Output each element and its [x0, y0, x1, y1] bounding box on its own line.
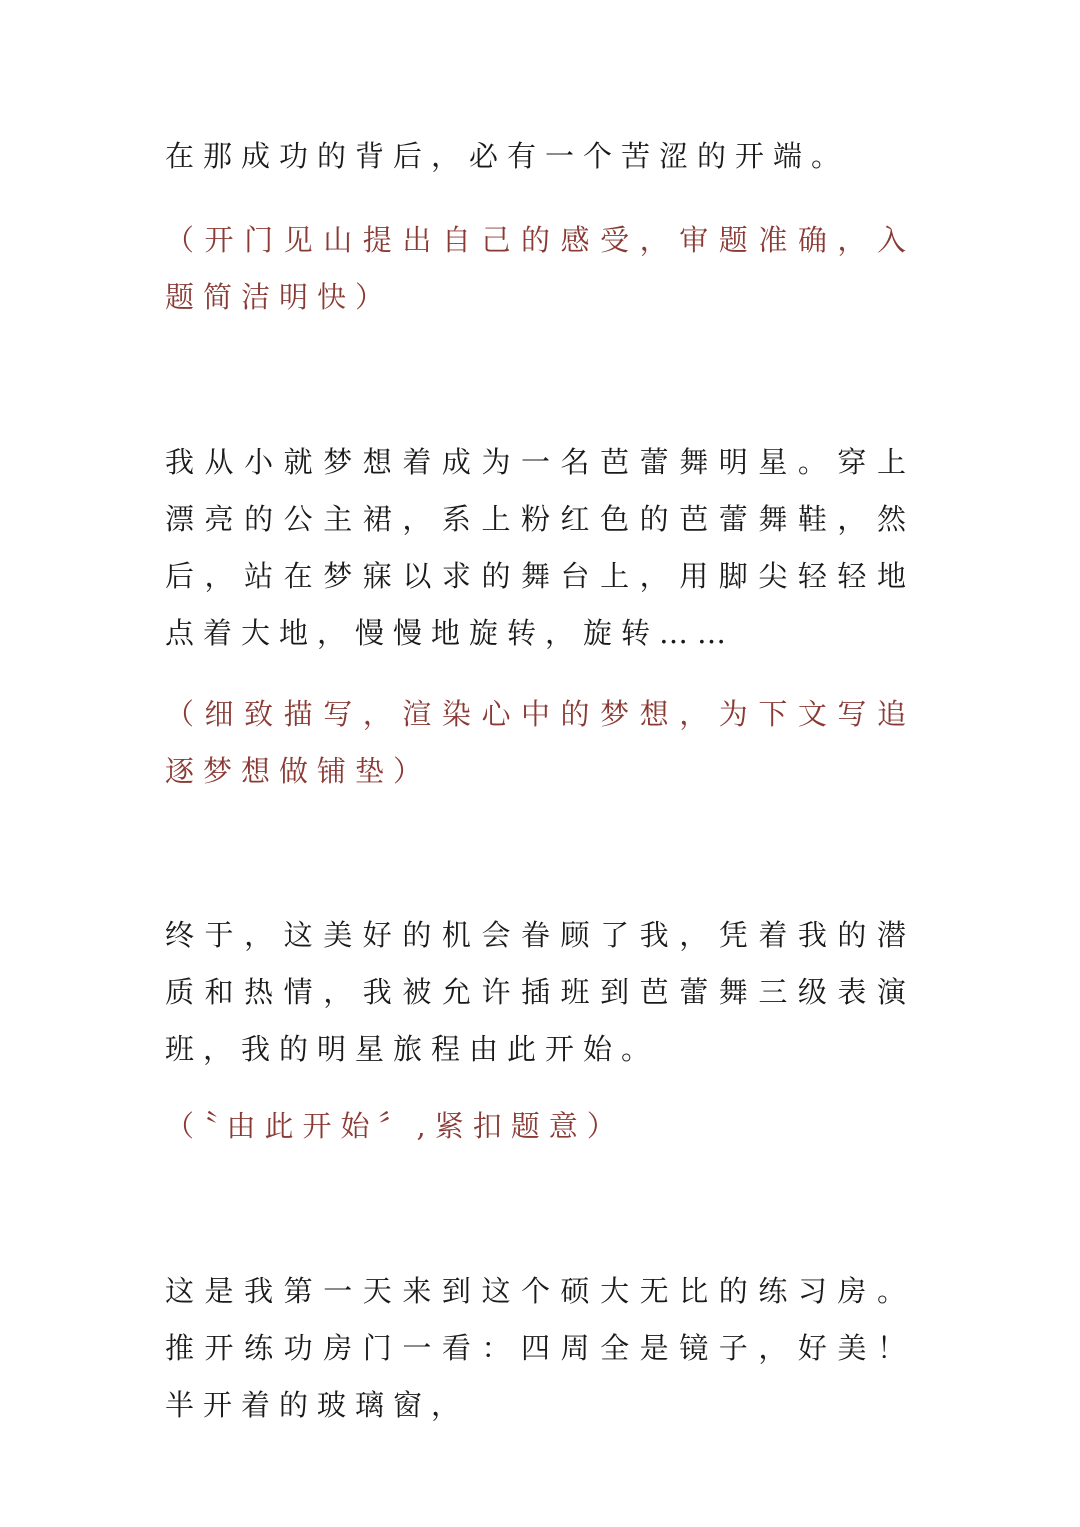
body-paragraph-1: 在那成功的背后，必有一个苦涩的开端。 — [165, 139, 850, 173]
body-paragraph-2: 我从小就梦想着成为一名芭蕾舞明星。穿上漂亮的公主裙，系上粉红色的芭蕾舞鞋，然后，站在梦寐以求的舞台上，用脚尖轻轻地点着大地，慢慢地旋转，旋转…… — [165, 445, 915, 650]
annotation-comment-2: （细致描写，渲染心中的梦想，为下文写追逐梦想做铺垫） — [165, 697, 915, 788]
body-paragraph-3: 终于，这美好的机会眷顾了我，凭着我的潜质和热情，我被允许插班到芭蕾舞三级表演班，我的明星旅程由此开始。 — [165, 918, 915, 1066]
annotation-comment-1: （开门见山提出自己的感受，审题准确，入题简洁明快） — [165, 223, 915, 314]
annotation-comment-3: （〝由此开始〞,紧扣题意） — [165, 1109, 625, 1143]
body-paragraph-4: 这是我第一天来到这个硕大无比的练习房。推开练功房门一看：四周全是镜子，好美！半开着的玻璃窗， — [165, 1274, 915, 1422]
